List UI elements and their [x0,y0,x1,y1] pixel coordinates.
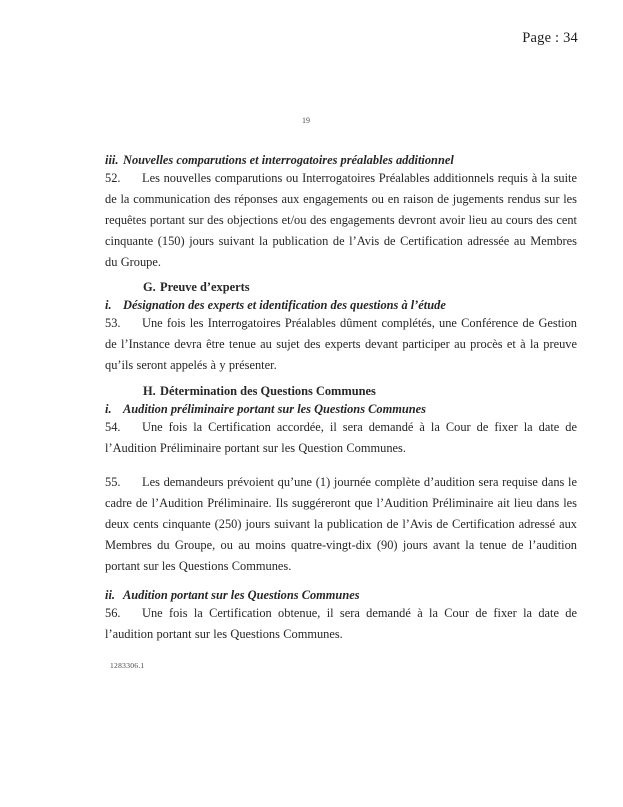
document-page-number: 19 [302,116,310,125]
heading-text: Audition préliminaire portant sur les Questions Communes [123,402,426,416]
paragraph-number: 53. [105,316,121,330]
heading-audition-preliminaire [105,401,577,417]
heading-text: Nouvelles comparutions et interrogatoires préalables additionnel [123,153,454,167]
heading-numeral: i. [105,402,112,416]
paragraph-text: Une fois la Certification accordée, il sera demandé à la Cour de fixer la date de l’Audition Préliminaire portant sur les Question Communes. [105,420,577,455]
heading-text: Désignation des experts et identification des questions à l’étude [123,298,446,312]
paragraph-text: Une fois la Certification obtenue, il sera demandé à la Cour de fixer la date de l’audition portant sur les Questions Communes. [105,606,577,641]
heading-numeral: iii. [105,153,119,167]
paragraph-number: 54. [105,420,121,434]
heading-text: Détermination des Questions Communes [160,384,376,398]
heading-letter: G. [143,280,156,294]
document-id-footer: 1283306.1 [110,661,145,670]
paragraph-52 [105,168,577,273]
paragraph-56 [105,603,577,645]
heading-preuve-experts [105,279,577,295]
paragraph-number: 52. [105,171,121,185]
heading-audition-questions-communes [105,587,577,603]
document-body [105,152,577,645]
paragraph-53 [105,313,577,376]
paragraph-55 [105,472,577,577]
heading-text: Audition portant sur les Questions Communes [123,588,360,602]
heading-designation-experts [105,297,577,313]
heading-numeral: i. [105,298,112,312]
paragraph-number: 55. [105,475,121,489]
paragraph-text: Les demandeurs prévoient qu’une (1) journée complète d’audition sera requise dans le cadre de l’Audition Préliminaire. Ils suggéreront que l’Audition Préliminaire ait lieu dans les deux cents cinquante (250) jours suivant la publication de l’Avis de Certification adressé aux Membres du Groupe, ou au moins quatre-vingt-dix (90) jours avant la tenue de l’audition portant sur les Questions Communes. [105,475,577,573]
heading-letter: H. [143,384,156,398]
heading-nouvelles-comparutions [105,152,577,168]
paragraph-54 [105,417,577,459]
paragraph-text: Une fois les Interrogatoires Préalables dûment complétés, une Conférence de Gestion de l’Instance devra être tenue au sujet des experts devant participer au procès et à la preuve qu’ils seront appelés à y présenter. [105,316,577,372]
heading-text: Preuve d’experts [160,280,250,294]
heading-numeral: ii. [105,588,115,602]
paragraph-number: 56. [105,606,121,620]
page-number-header: Page : 34 [522,30,578,46]
heading-determination-questions [105,383,577,399]
paragraph-text: Les nouvelles comparutions ou Interrogatoires Préalables additionnels requis à la suite de la communication des réponses aux engagements ou en raison de jugements rendus sur les requêtes portant sur des objections et/ou des engagements devront avoir lieu au cours des cent cinquante (150) jours suivant la publication de l’Avis de Certification adressée au Membres du Groupe. [105,171,577,269]
